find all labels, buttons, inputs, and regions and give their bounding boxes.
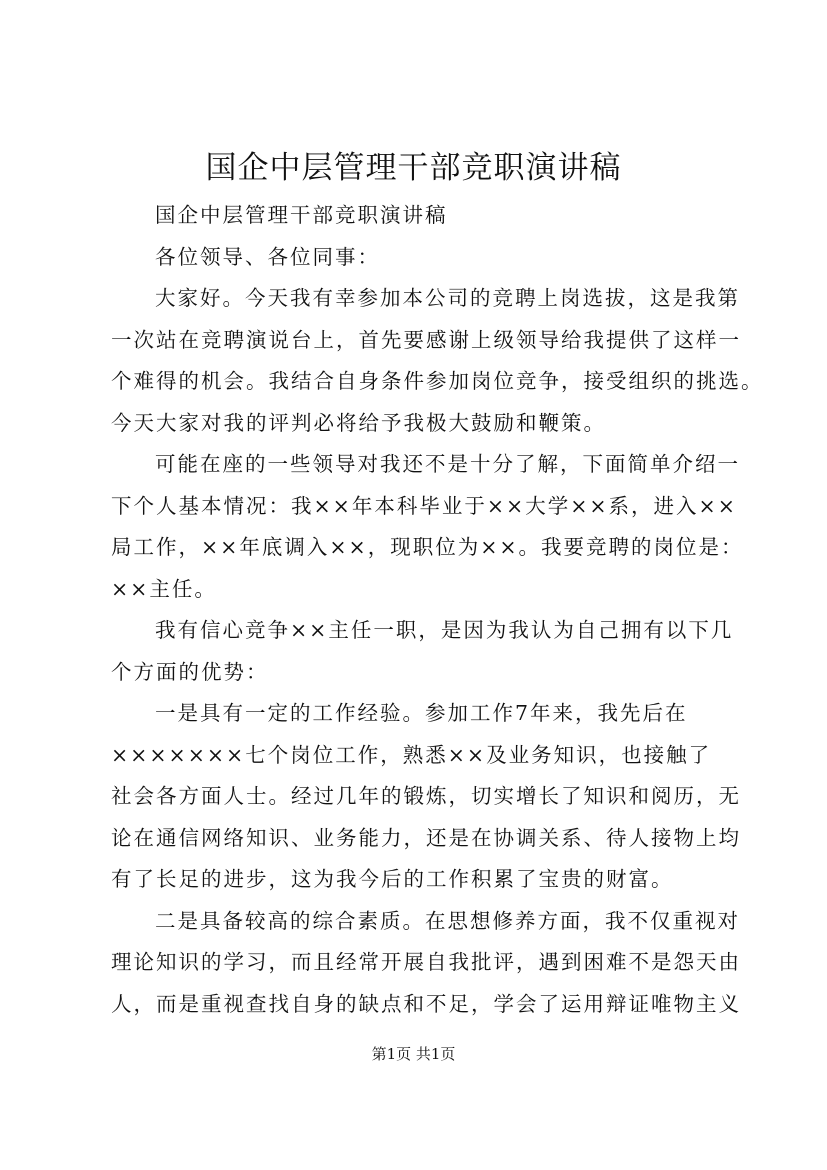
paragraph-line: 个难得的机会。我结合自身条件参加岗位竞争，接受组织的挑选。 (111, 369, 764, 393)
paragraph-line: 我有信心竞争××主任一职，是因为我认为自己拥有以下几 (155, 618, 734, 642)
document-title: 国企中层管理干部竞职演讲稿 (205, 150, 622, 186)
paragraph-line: 大家好。今天我有幸参加本公司的竞聘上岗选拔，这是我第 (155, 286, 740, 310)
paragraph-line: 下个人基本情况：我××年本科毕业于××大学××系，进入×× (111, 493, 737, 518)
paragraph-line: 社会各方面人士。经过几年的锻炼，切实增长了知识和阅历，无 (111, 784, 741, 808)
paragraph-line: 论在通信网络知识、业务能力，还是在协调关系、待人接物上均 (111, 825, 741, 850)
paragraph-line: ××主任。 (111, 576, 217, 601)
paragraph-line: 人，而是重视查找自身的缺点和不足，学会了运用辩证唯物主义 (111, 991, 741, 1016)
paragraph-line: 今天大家对我的评判必将给予我极大鼓励和鞭策。 (111, 410, 606, 435)
paragraph-line: 个方面的优势： (111, 659, 269, 684)
subtitle-line: 国企中层管理干部竞职演讲稿 (155, 203, 448, 227)
paragraph-line: 理论知识的学习，而且经常开展自我批评，遇到困难不是怨天由 (111, 950, 741, 974)
salutation-line: 各位领导、各位同事： (155, 244, 380, 269)
paragraph-line: 可能在座的一些领导对我还不是十分了解，下面简单介绍一 (155, 452, 740, 476)
paragraph-line: 局工作，××年底调入××，现职位为××。我要竞聘的岗位是： (111, 535, 744, 559)
document-body (111, 195, 764, 1025)
paragraph-line: 一是具有一定的工作经验。参加工作7年来，我先后在 (155, 701, 688, 725)
paragraph-line: 一次站在竞聘演说台上，首先要感谢上级领导给我提供了这样一 (111, 327, 741, 352)
paragraph-line: 有了长足的进步，这为我今后的工作积累了宝贵的财富。 (111, 867, 674, 891)
paragraph-line: 二是具备较高的综合素质。在思想修养方面，我不仅重视对 (155, 908, 740, 933)
page-footer: 第1页 共1页 (371, 1045, 456, 1063)
paragraph-line: ×××××××七个岗位工作，熟悉××及业务知识，也接触了 (111, 742, 712, 767)
